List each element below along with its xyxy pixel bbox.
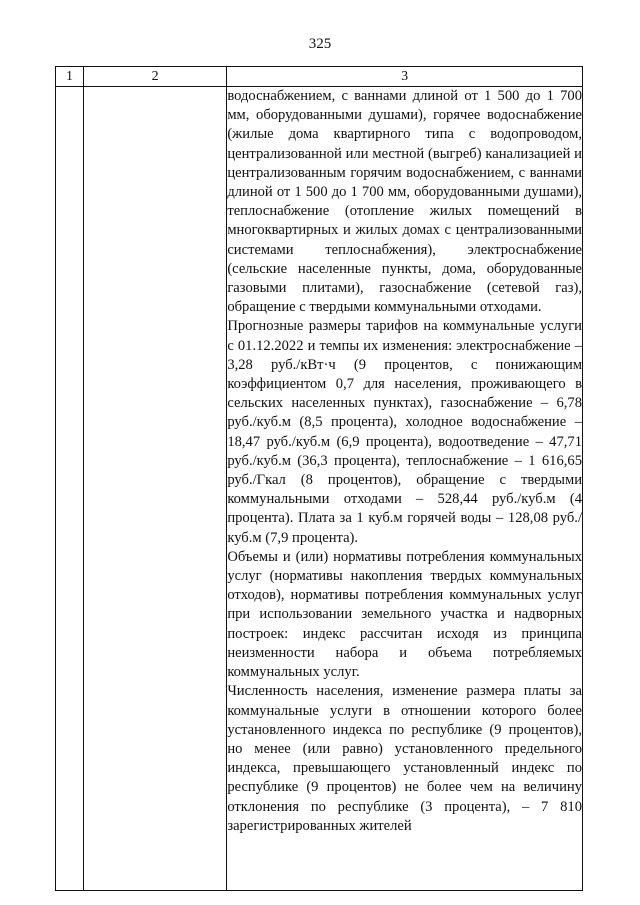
column-3-cell [227,87,583,891]
column-header-3: 3 [227,67,583,87]
table-body-row [56,87,583,891]
column-header-2: 2 [84,67,227,87]
table-header-row [56,67,583,87]
column-2-cell [84,87,227,891]
paragraph-utilities-list: водоснабжением, с ваннами длиной от 1 500 до 1 700 мм, оборудованными душами), горячее водоснабжение (жилые дома квартирного типа с водопроводом, централизованной или местной (выгреб) канализацией и централизованным горячим водоснабжением, с ваннами длиной от 1 500 до 1 700 мм, оборудованными душами), теплоснабжение (отопление жилых помещений в многоквартирных и жилых домах с централизованными системами теплоснабжения), электроснабжение (сельские населенные пункты, дома, оборудованные газовыми плитами), газоснабжение (сетевой газ), обращение с твердыми коммунальными отходами. [227,88,582,316]
page-number: 325 [308,36,332,52]
paragraph-tariff-forecast: Прогнозные размеры тарифов на коммунальные услуги с 01.12.2022 и темпы их изменения: электроснабжение – 3,28 руб./кВт·ч (9 процентов, с понижающим коэффициентом 0,7 для населения, проживающего в сельских населенных пунктах), газоснабжение – 6,78 руб./куб.м (8,5 процента), холодное водоснабжение – 18,47 руб./куб.м (6,9 процента), водоотведение – 47,71 руб./куб.м (36,3 процента), теплоснабжение – 1 616,65 руб./Гкал (8 процентов), обращение с твердыми коммунальными отходами – 528,44 руб./куб.м (4 процента). Плата за 1 куб.м горячей воды – 128,08 руб./куб.м (7,9 процента). [227,318,582,546]
column-header-1: 1 [56,67,84,87]
document-table [55,66,583,891]
column-1-cell [56,87,84,891]
paragraph-population: Численность населения, изменение размера платы за коммунальные услуги в отношении которого более установленного индекса по республике (9 процентов), но менее (или равно) установленного предельного индекса, превышающего установленный индекс по республике (9 процентов) не более чем на величину отклонения по республике (3 процента), – 7 810 зарегистрированных жителей [227,683,582,834]
paragraph-consumption-norms: Объемы и (или) нормативы потребления коммунальных услуг (нормативы накопления твердых коммунальных отходов), нормативы потребления коммунальных услуг при использовании земельного участка и надворных построек: индекс рассчитан исходя из принципа неизменности набора и объема потребляемых коммунальных услуг. [227,548,582,681]
